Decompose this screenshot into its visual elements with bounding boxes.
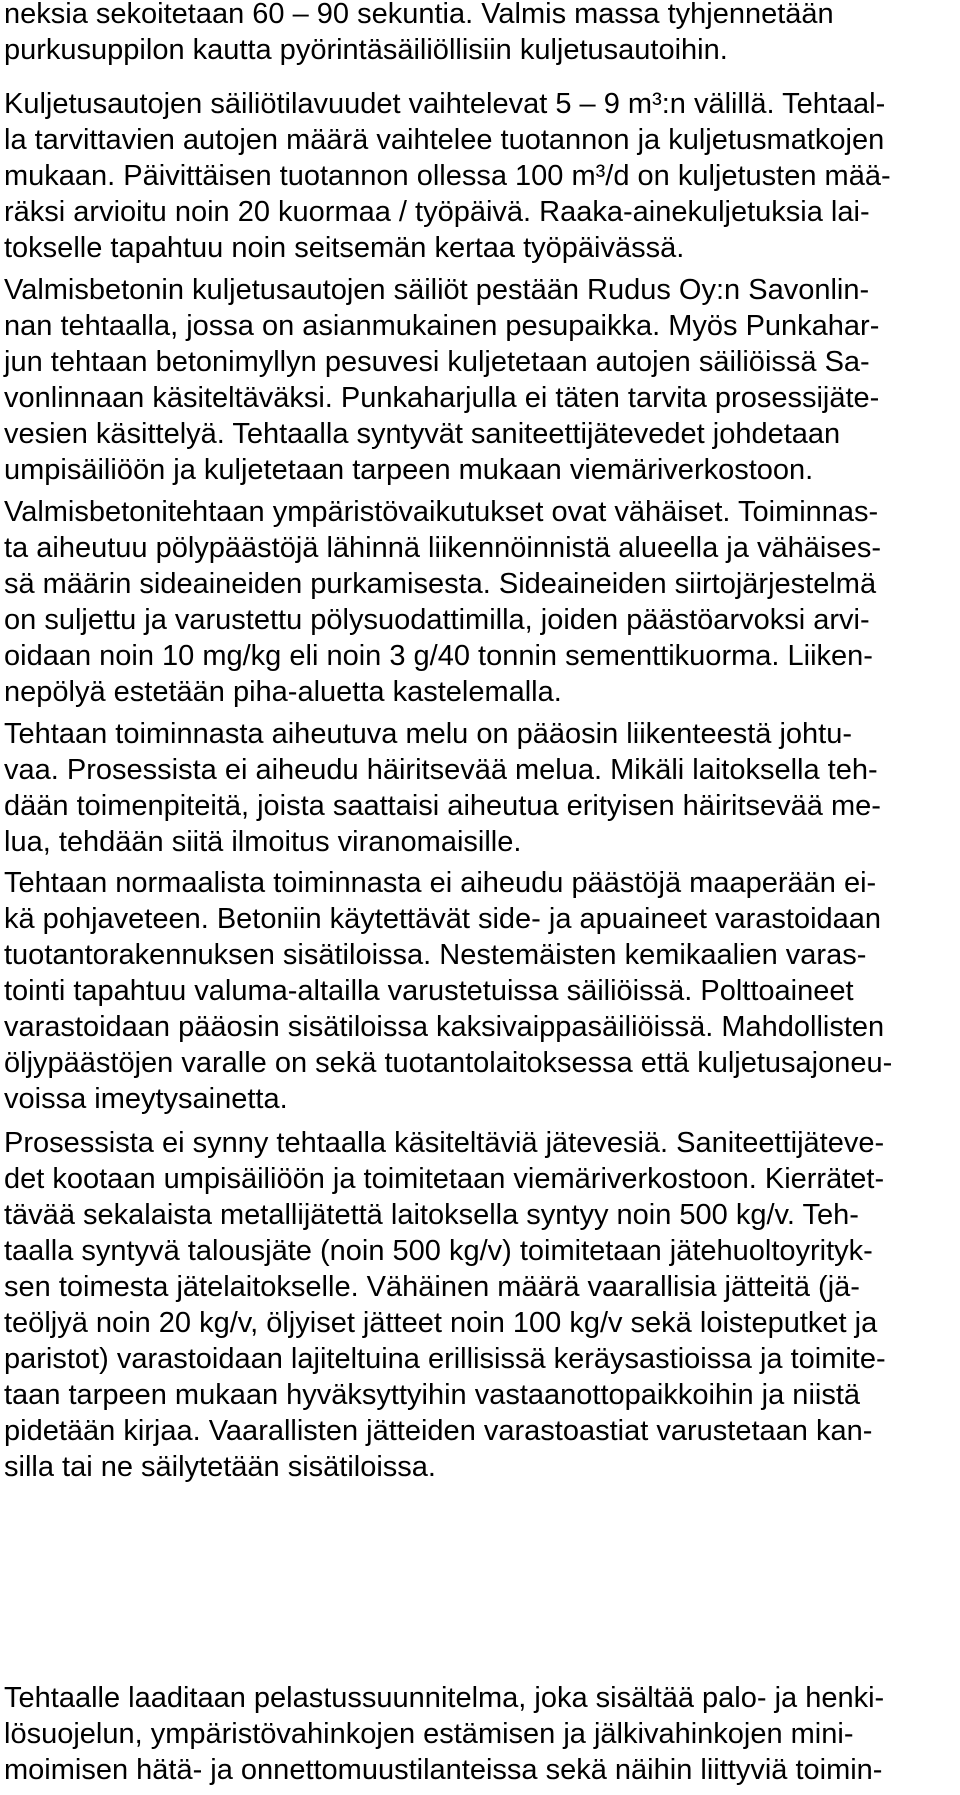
text-line: vaa. Prosessista ei aiheudu häiritsevää melua. Mikäli laitoksella teh- <box>4 754 878 786</box>
text-line: voissa imeytysainetta. <box>4 1083 288 1115</box>
text-line: Valmisbetonitehtaan ympäristövaikutukset ovat vähäiset. Toiminnas- <box>4 496 879 528</box>
text-line: sen toimesta jätelaitokselle. Vähäinen määrä vaarallisia jätteitä (jä- <box>4 1271 860 1303</box>
text-line: lua, tehdään siitä ilmoitus viranomaisille. <box>4 826 522 858</box>
text-line: teöljyä noin 20 kg/v, öljyiset jätteet noin 100 kg/v sekä loisteputket ja <box>4 1307 878 1339</box>
text-line: kä pohjaveteen. Betoniin käytettävät side- ja apuaineet varastoidaan <box>4 903 882 935</box>
text-line: Prosessista ei synny tehtaalla käsiteltäviä jätevesiä. Saniteettijäteve- <box>4 1127 885 1159</box>
text-line: Valmisbetonin kuljetusautojen säiliöt pestään Rudus Oy:n Savonlin- <box>4 274 870 306</box>
text-line: Kuljetusautojen säiliötilavuudet vaihtelevat 5 – 9 m³:n välillä. Tehtaal- <box>4 88 886 120</box>
text-line: jun tehtaan betonimyllyn pesuvesi kuljetetaan autojen säiliöissä Sa- <box>4 346 870 378</box>
text-line: purkusuppilon kautta pyörintäsäiliöllisiin kuljetusautoihin. <box>4 34 728 66</box>
text-line: umpisäiliöön ja kuljetetaan tarpeen mukaan viemäriverkostoon. <box>4 454 814 486</box>
text-line: lösuojelun, ympäristövahinkojen estämisen ja jälkivahinkojen mini- <box>4 1718 854 1750</box>
paragraph-waste-management <box>4 1125 886 1485</box>
text-line: neksia sekoitetaan 60 – 90 sekuntia. Valmis massa tyhjennetään <box>4 0 834 30</box>
paragraph-environmental-impact <box>4 494 881 710</box>
text-line: mukaan. Päivittäisen tuotannon ollessa 100 m³/d on kuljetusten mää- <box>4 160 891 192</box>
text-line: tointi tapahtuu valuma-altailla varustetuissa säiliöissä. Polttoaineet <box>4 975 854 1007</box>
text-line: Tehtaan normaalista toiminnasta ei aiheudu päästöjä maaperään ei- <box>4 867 877 899</box>
text-line: moimisen hätä- ja onnettomuustilanteissa sekä näihin liittyviä toimin- <box>4 1754 883 1786</box>
paragraph-rescue-plan <box>4 1680 884 1788</box>
text-line: taan tarpeen mukaan hyväksyttyihin vastaanottopaikkoihin ja niistä <box>4 1379 861 1411</box>
text-line: tokselle tapahtuu noin seitsemän kertaa työpäivässä. <box>4 232 685 264</box>
paragraph-noise <box>4 716 881 860</box>
text-line: vesien käsittelyä. Tehtaalla syntyvät saniteettijätevedet johdetaan <box>4 418 841 450</box>
text-line: taalla syntyvä talousjäte (noin 500 kg/v) toimitetaan jätehuoltoyrityk- <box>4 1235 873 1267</box>
text-line: Tehtaan toiminnasta aiheutuva melu on pääosin liikenteestä johtu- <box>4 718 852 750</box>
text-line: nepölyä estetään piha-aluetta kastelemalla. <box>4 676 562 708</box>
text-line: dään toimenpiteitä, joista saattaisi aiheutua erityisen häiritsevää me- <box>4 790 881 822</box>
text-line: oidaan noin 10 mg/kg eli noin 3 g/40 tonnin sementtikuorma. Liiken- <box>4 640 873 672</box>
text-line: varastoidaan pääosin sisätiloissa kaksivaippasäiliöissä. Mahdollisten <box>4 1011 885 1043</box>
text-line: paristot) varastoidaan lajiteltuina erillisissä keräysastioissa ja toimite- <box>4 1343 886 1375</box>
text-line: tävää sekalaista metallijätettä laitoksella syntyy noin 500 kg/v. Teh- <box>4 1199 859 1231</box>
text-line: tuotantorakennuksen sisätiloissa. Nestemäisten kemikaalien varas- <box>4 939 867 971</box>
paragraph-truck-washing <box>4 272 879 488</box>
paragraph-soil-and-groundwater <box>4 865 892 1117</box>
text-line: räksi arvioitu noin 20 kuormaa / työpäivä. Raaka-ainekuljetuksia lai- <box>4 196 870 228</box>
text-line: silla tai ne säilytetään sisätiloissa. <box>4 1451 436 1483</box>
text-line: ta aiheutuu pölypäästöjä lähinnä liikennöinnistä alueella ja vähäises- <box>4 532 882 564</box>
paragraph-mixing-process <box>4 0 834 68</box>
text-line: Tehtaalle laaditaan pelastussuunnitelma, joka sisältää palo- ja henki- <box>4 1682 885 1714</box>
text-line: öljypäästöjen varalle on sekä tuotantolaitoksessa että kuljetusajoneu- <box>4 1047 893 1079</box>
text-line: nan tehtaalla, jossa on asianmukainen pesupaikka. Myös Punkahar- <box>4 310 880 342</box>
text-line: on suljettu ja varustettu pölysuodattimilla, joiden päästöarvoksi arvi- <box>4 604 870 636</box>
text-line: det kootaan umpisäiliöön ja toimitetaan viemäriverkostoon. Kierrätet- <box>4 1163 885 1195</box>
text-line: la tarvittavien autojen määrä vaihtelee tuotannon ja kuljetusmatkojen <box>4 124 885 156</box>
paragraph-transport-trucks <box>4 86 891 266</box>
text-line: pidetään kirjaa. Vaarallisten jätteiden varastoastiat varustetaan kan- <box>4 1415 873 1447</box>
text-line: sä määrin sideaineiden purkamisesta. Sideaineiden siirtojärjestelmä <box>4 568 877 600</box>
text-line: vonlinnaan käsiteltäväksi. Punkaharjulla ei täten tarvita prosessijäte- <box>4 382 880 414</box>
